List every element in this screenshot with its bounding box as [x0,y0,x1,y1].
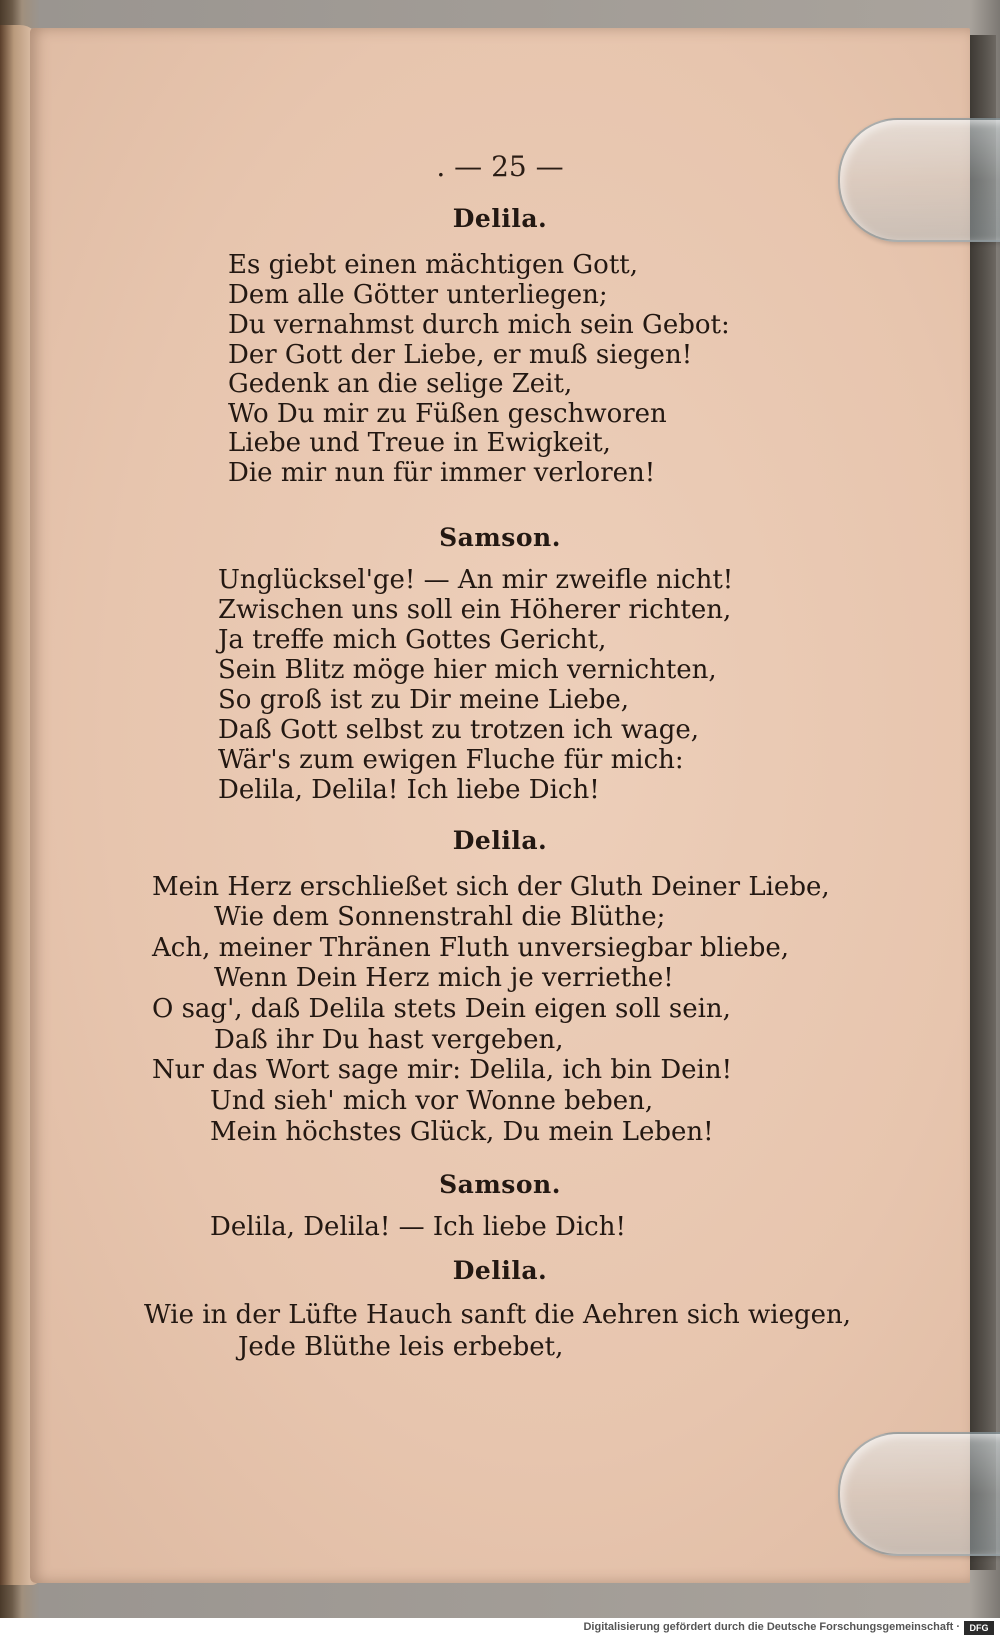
verse-line: Wie dem Sonnenstrahl die Blüthe; [214,902,666,932]
page-clip-bottom [838,1432,1000,1556]
verse-line: Ja treffe mich Gottes Gericht, [218,625,607,655]
speaker-heading: Delila. [452,1256,548,1285]
verse-line: Daß ihr Du hast vergeben, [214,1025,564,1055]
verse-line: Delila, Delila! Ich liebe Dich! [218,775,600,805]
speaker-heading: Samson. [439,523,561,552]
verse-line: Dem alle Götter unterliegen; [228,280,608,310]
page-right-shadow [968,35,996,1570]
verse-line: Mein Herz erschließet sich der Gluth Deiner Liebe, [152,872,830,902]
verse-line: Der Gott der Liebe, er muß siegen! [228,340,693,370]
verse-line: Zwischen uns soll ein Höherer richten, [218,595,732,625]
verse-line: Du vernahmst durch mich sein Gebot: [228,310,730,340]
speaker-heading: Delila. [452,826,548,855]
verse-line: Wie in der Lüfte Hauch sanft die Aehren sich wiegen, [144,1300,852,1330]
verse-line: Delila, Delila! — Ich liebe Dich! [210,1212,626,1242]
speaker-heading: Samson. [439,1170,561,1199]
verse-line: Gedenk an die selige Zeit, [228,369,573,399]
verse-line: Es giebt einen mächtigen Gott, [228,250,638,280]
verse-line: Und sieh' mich vor Wonne beben, [210,1086,654,1116]
verse-line: Sein Blitz möge hier mich vernichten, [218,655,717,685]
verse-line: Ach, meiner Thränen Fluth unversiegbar bliebe, [152,933,789,963]
speaker-heading: Delila. [452,204,548,233]
verse-line: Nur das Wort sage mir: Delila, ich bin Dein! [152,1055,733,1085]
page-number: . — 25 — [436,150,564,183]
verse-line: Unglücksel'ge! — An mir zweifle nicht! [218,565,734,595]
verse-line: Mein höchstes Glück, Du mein Leben! [210,1117,714,1147]
verse-line: Daß Gott selbst zu trotzen ich wage, [218,715,700,745]
verse-line: So groß ist zu Dir meine Liebe, [218,685,630,715]
verse-line: Wär's zum ewigen Fluche für mich: [218,745,684,775]
verse-line: Liebe und Treue in Ewigkeit, [228,428,611,458]
verse-line: Die mir nun für immer verloren! [228,458,656,488]
funding-notice: Digitalisierung gefördert durch die Deutsche Forschungsgemeinschaft · [583,1621,960,1633]
dfg-logo: DFG [964,1621,994,1635]
verse-line: Wenn Dein Herz mich je verriethe! [214,963,674,993]
verse-line: Wo Du mir zu Füßen geschworen [228,399,667,429]
verse-line: O sag', daß Delila stets Dein eigen soll sein, [152,994,731,1024]
verse-line: Jede Blüthe leis erbebet, [238,1332,564,1362]
